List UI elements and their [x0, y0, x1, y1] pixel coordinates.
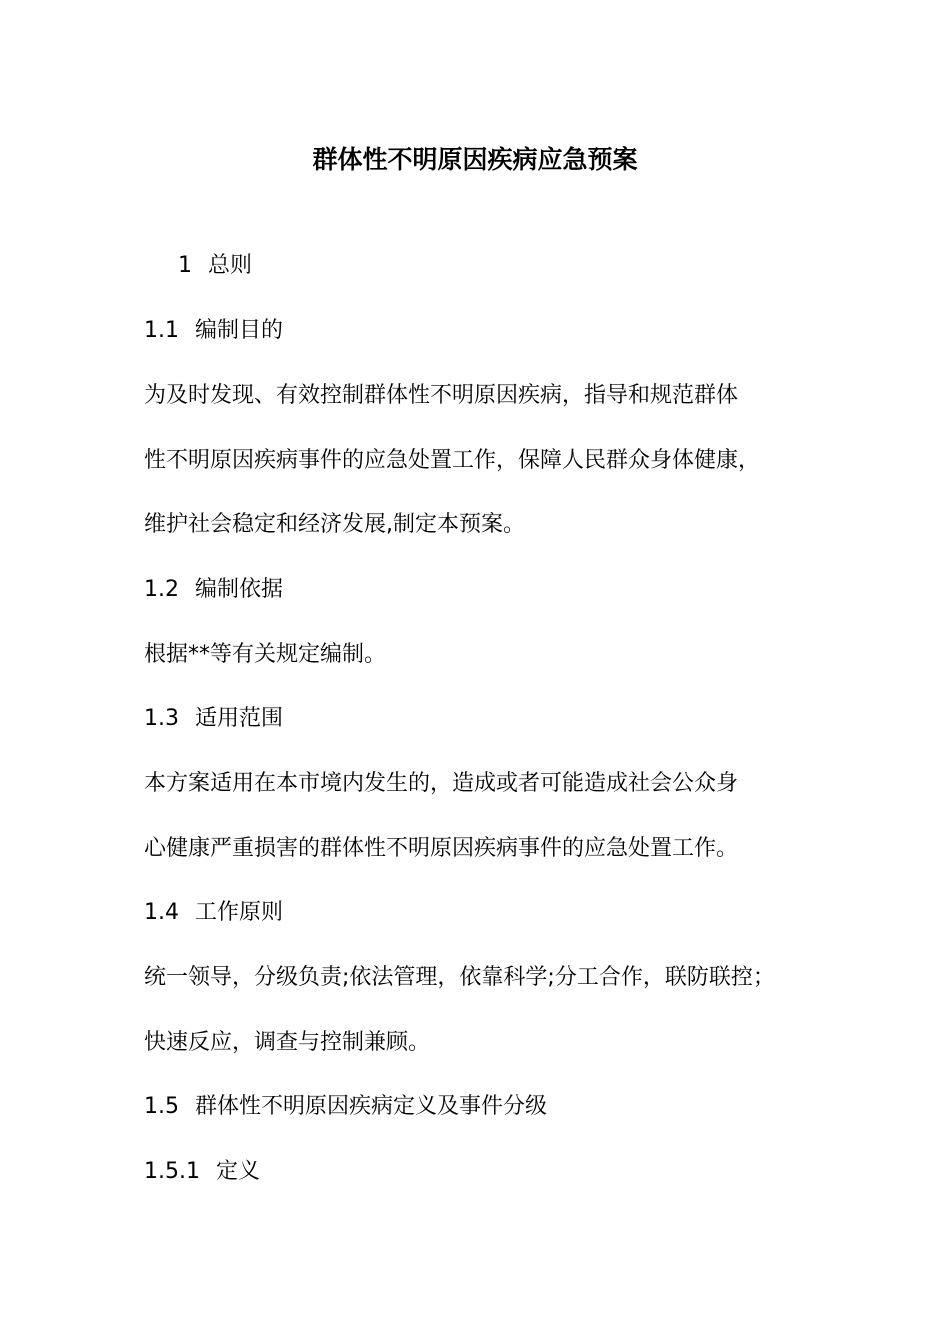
paragraph-line: 统一领导，分级负责;依法管理，依靠科学;分工合作，联防联控； [144, 965, 775, 990]
section-number: 1 [178, 253, 192, 278]
section-title: 工作原则 [195, 900, 284, 925]
section-title: 编制目的 [195, 318, 284, 343]
section-title: 群体性不明原因疾病定义及事件分级 [195, 1094, 548, 1119]
section-number: 1.4 [144, 900, 179, 925]
paragraph-line: 根据**等有关规定编制。 [144, 642, 387, 667]
section-number: 1.3 [144, 706, 179, 731]
paragraph-line: 维护社会稳定和经济发展,制定本预案。 [144, 512, 525, 537]
section-title: 适用范围 [195, 706, 284, 731]
section-1-5-heading [144, 1091, 547, 1123]
section-1-heading [178, 250, 252, 282]
paragraph-line: 心健康严重损害的群体性不明原因疾病事件的应急处置工作。 [144, 836, 739, 861]
paragraph-line: 本方案适用在本市境内发生的，造成或者可能造成社会公众身 [144, 771, 739, 796]
paragraph-line: 快速反应，调查与控制兼顾。 [144, 1030, 431, 1055]
section-1-1-heading [144, 315, 283, 347]
section-1-3-heading [144, 703, 283, 735]
section-title: 定义 [215, 1159, 260, 1184]
section-number: 1.5.1 [144, 1159, 200, 1184]
section-number: 1.5 [144, 1094, 179, 1119]
section-title: 总则 [208, 253, 253, 278]
section-number: 1.1 [144, 318, 179, 343]
paragraph-line: 为及时发现、有效控制群体性不明原因疾病，指导和规范群体 [144, 383, 739, 408]
section-1-4-heading [144, 897, 283, 929]
section-1-5-1-heading [144, 1156, 260, 1188]
document-title: 群体性不明原因疾病应急预案 [312, 145, 638, 174]
section-1-2-heading [144, 574, 283, 606]
section-number: 1.2 [144, 577, 179, 602]
paragraph-line: 性不明原因疾病事件的应急处置工作，保障人民群众身体健康， [144, 448, 761, 473]
section-title: 编制依据 [195, 577, 284, 602]
